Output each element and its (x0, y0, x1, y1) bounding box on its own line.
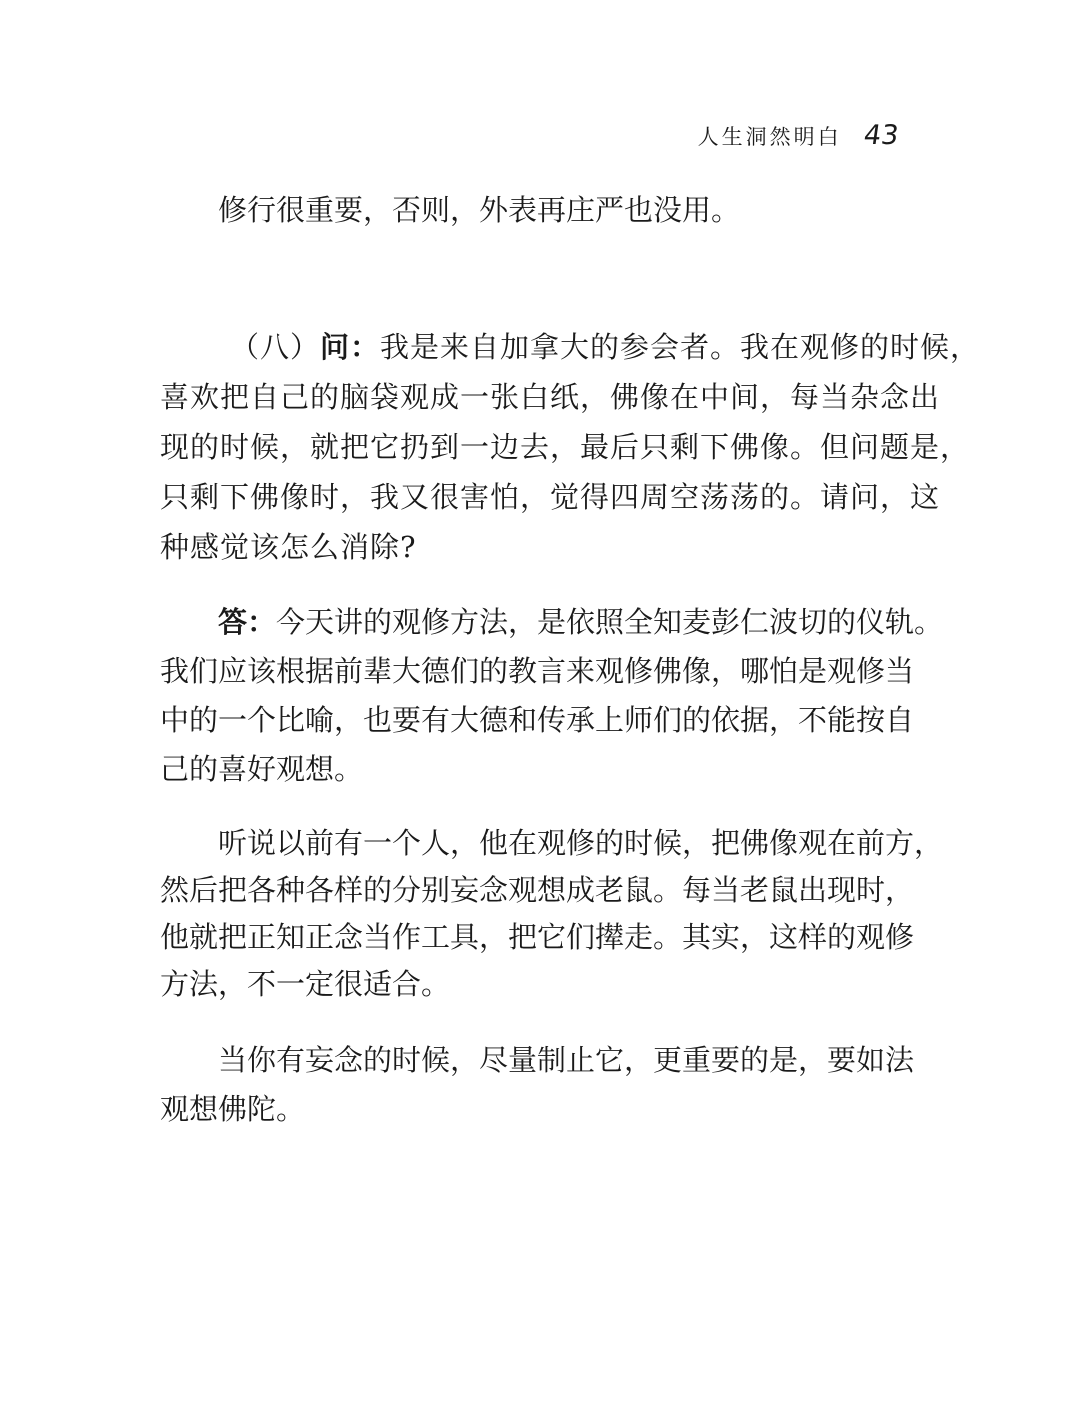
paragraph-4-line-4: 方法，不一定很适合。 (160, 967, 451, 1001)
answer-line-3: 中的一个比喻，也要有大德和传承上师们的依据，不能按自 (160, 703, 915, 737)
question-number: （八） (230, 330, 321, 364)
header-title: 人生洞然明白 (697, 125, 842, 149)
answer-label: 答： (218, 605, 277, 639)
paragraph-4-line-1: 听说以前有一个人，他在观修的时候，把佛像观在前方， (218, 826, 944, 860)
paragraph-4-line-3: 他就把正知正念当作工具，把它们撵走。其实，这样的观修 (160, 920, 915, 954)
answer-line-4: 己的喜好观想。 (160, 752, 364, 786)
paragraph-1-line-1: 修行很重要，否则，外表再庄严也没用。 (218, 193, 741, 227)
paragraph-4-line-2: 然后把各种各样的分别妄念观想成老鼠。每当老鼠出现时， (160, 873, 915, 907)
running-header (697, 120, 901, 151)
question-first-line (230, 330, 981, 364)
question-line-3: 现的时候，就把它扔到一边去，最后只剩下佛像。但问题是， (160, 430, 971, 464)
paragraph-5-line-2: 观想佛陀。 (160, 1092, 306, 1126)
question-label: 问： (320, 330, 381, 364)
question-line-5: 种感觉该怎么消除? (160, 530, 417, 564)
paragraph-5-line-1: 当你有妄念的时候，尽量制止它，更重要的是，要如法 (218, 1043, 915, 1077)
question-line-1: 我是来自加拿大的参会者。我在观修的时候， (380, 330, 981, 364)
page-number: 43 (861, 120, 901, 151)
answer-line-2: 我们应该根据前辈大德们的教言来观修佛像，哪怕是观修当 (160, 654, 915, 688)
question-line-2: 喜欢把自己的脑袋观成一张白纸，佛像在中间，每当杂念出 (160, 380, 941, 414)
answer-first-line (218, 605, 944, 639)
question-line-4: 只剩下佛像时，我又很害怕，觉得四周空荡荡的。请问，这 (160, 480, 941, 514)
answer-line-1: 今天讲的观修方法，是依照全知麦彭仁波切的仪轨。 (276, 605, 944, 639)
